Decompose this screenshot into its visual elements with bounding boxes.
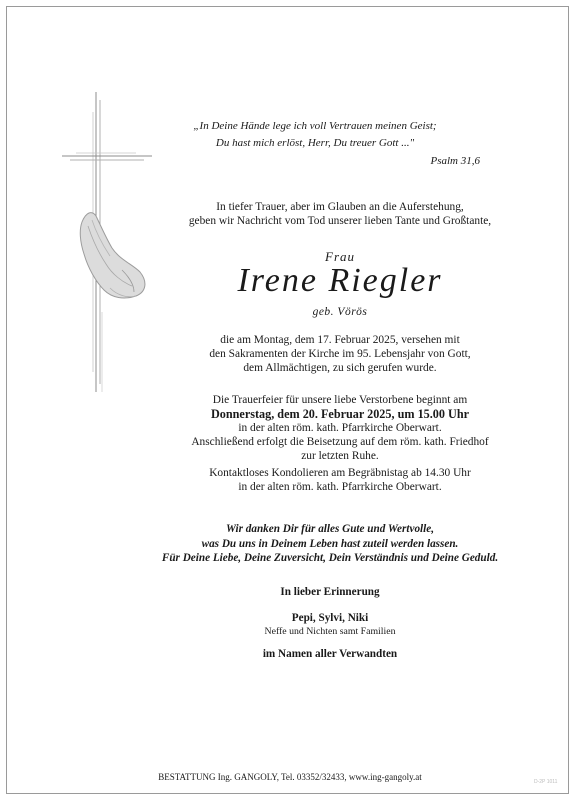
funeral-line-5: zur letzten Ruhe. [301, 450, 379, 462]
cross-icon [62, 92, 162, 392]
condolence-info [150, 466, 530, 494]
funeral-line-1: Die Trauerfeier für unsere liebe Verstorbene beginnt am [212, 394, 468, 406]
quote-line-2: Du hast mich erlöst, Herr, Du treuer Gott ..." [215, 137, 415, 149]
template-code: D-2P 1011 [534, 779, 558, 785]
deceased-name: Irene Riegler [237, 262, 443, 299]
relatives-line: Neffe und Nichten samt Familien [264, 626, 396, 637]
funeral-line-4: Anschließend erfolgt die Beisetzung auf dem röm. kath. Friedhof [191, 436, 489, 448]
intro-text [150, 200, 530, 228]
funeral-date: Donnerstag, dem 20. Februar 2025, um 15.00 Uhr [210, 407, 470, 421]
thanks-line-3: Für Deine Liebe, Deine Zuversicht, Dein Verständnis und Deine Geduld. [161, 552, 499, 564]
thanks-line-2: was Du uns in Deinem Leben hast zuteil werden lassen. [201, 537, 459, 550]
funeral-info [150, 393, 530, 463]
death-notice [150, 333, 530, 375]
thanks-text [120, 522, 540, 566]
death-notice-line-1: die am Montag, dem 17. Februar 2025, versehen mit [220, 334, 460, 346]
intro-line-1: In tiefer Trauer, aber im Glauben an die Auferstehung, [216, 201, 464, 213]
bible-quote [150, 118, 480, 170]
death-notice-line-2: den Sakramenten der Kirche im 95. Lebensjahr von Gott, [209, 348, 471, 360]
mourner-names: Pepi, Sylvi, Niki [291, 612, 369, 624]
quote-reference: Psalm 31,6 [430, 155, 480, 167]
funeral-home-footer: BESTATTUNG Ing. GANGOLY, Tel. 03352/32433, www.ing-gangoly.at [158, 772, 422, 782]
quote-line-1: „In Deine Hände lege ich voll Vertrauen meinen Geist; [193, 120, 437, 132]
birth-name: geb. Vörös [312, 306, 368, 318]
salutation: Frau [325, 249, 355, 264]
condolence-line-1: Kontaktloses Kondolieren am Begräbnistag ab 14.30 Uhr [209, 467, 471, 479]
funeral-line-3: in der alten röm. kath. Pfarrkirche Oberwart. [238, 422, 442, 434]
condolence-line-2: in der alten röm. kath. Pfarrkirche Oberwart. [238, 481, 442, 493]
death-notice-line-3: dem Allmächtigen, zu sich gerufen wurde. [243, 362, 437, 374]
memory-heading: In lieber Erinnerung [280, 586, 380, 598]
intro-line-2: geben wir Nachricht vom Tod unserer lieben Tante und Großtante, [188, 215, 492, 227]
family-line: im Namen aller Verwandten [262, 648, 398, 660]
thanks-line-1: Wir danken Dir für alles Gute und Wertvolle, [225, 523, 435, 535]
